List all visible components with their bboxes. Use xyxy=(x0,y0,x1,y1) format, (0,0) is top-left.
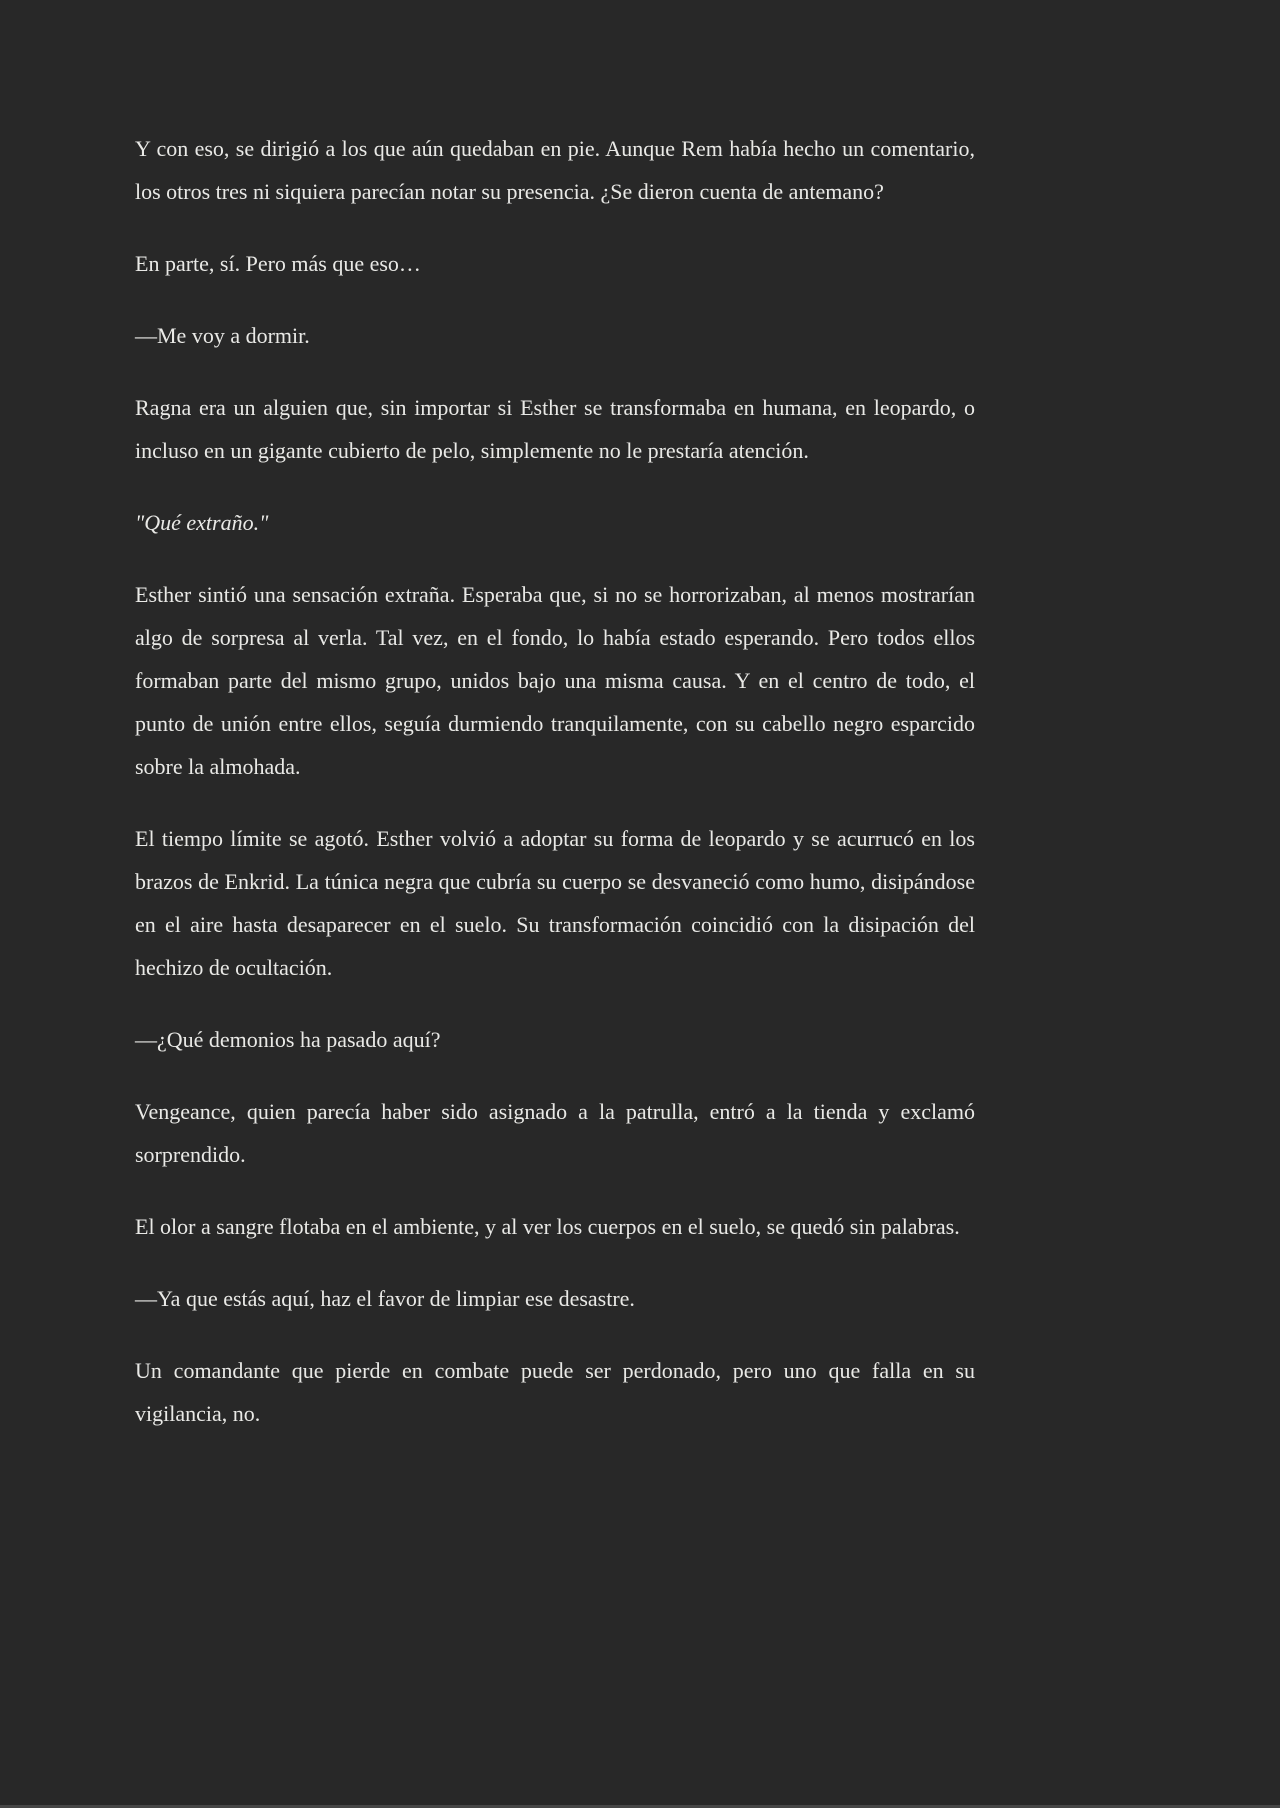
paragraph: Ragna era un alguien que, sin importar si Esther se transformaba en humana, en leopardo, o incluso en un gigante cubierto de pelo, simplemente no le prestaría atención. xyxy=(135,395,975,463)
paragraph: Un comandante que pierde en combate puede ser perdonado, pero uno que falla en su vigilancia, no. xyxy=(135,1358,975,1426)
dialogue-paragraph: —Ya que estás aquí, haz el favor de limpiar ese desastre. xyxy=(135,1286,635,1311)
dialogue-paragraph: —Me voy a dormir. xyxy=(135,323,310,348)
italic-thought-paragraph: "Qué extraño." xyxy=(135,510,269,535)
paragraph: El olor a sangre flotaba en el ambiente, y al ver los cuerpos en el suelo, se quedó sin palabras. xyxy=(135,1214,960,1239)
paragraph: El tiempo límite se agotó. Esther volvió a adoptar su forma de leopardo y se acurrucó en los brazos de Enkrid. La túnica negra que cubría su cuerpo se desvaneció como humo, disipándose en el aire hasta desaparecer en el suelo. Su transformación coincidió con la disipación del hechizo de ocultación. xyxy=(135,826,975,980)
paragraph: Esther sintió una sensación extraña. Esperaba que, si no se horrorizaban, al menos mostrarían algo de sorpresa al verla. Tal vez, en el fondo, lo había estado esperando. Pero todos ellos formaban parte del mismo grupo, unidos bajo una misma causa. Y en el centro de todo, el punto de unión entre ellos, seguía durmiendo tranquilamente, con su cabello negro esparcido sobre la almohada. xyxy=(135,582,975,779)
paragraph: En parte, sí. Pero más que eso… xyxy=(135,251,421,276)
paragraph: Y con eso, se dirigió a los que aún quedaban en pie. Aunque Rem había hecho un comentario, los otros tres ni siquiera parecían notar su presencia. ¿Se dieron cuenta de antemano? xyxy=(135,136,975,204)
chapter-text-area xyxy=(135,127,975,1464)
dialogue-paragraph: —¿Qué demonios ha pasado aquí? xyxy=(135,1027,441,1052)
paragraph: Vengeance, quien parecía haber sido asignado a la patrulla, entró a la tienda y exclamó sorprendido. xyxy=(135,1099,975,1167)
